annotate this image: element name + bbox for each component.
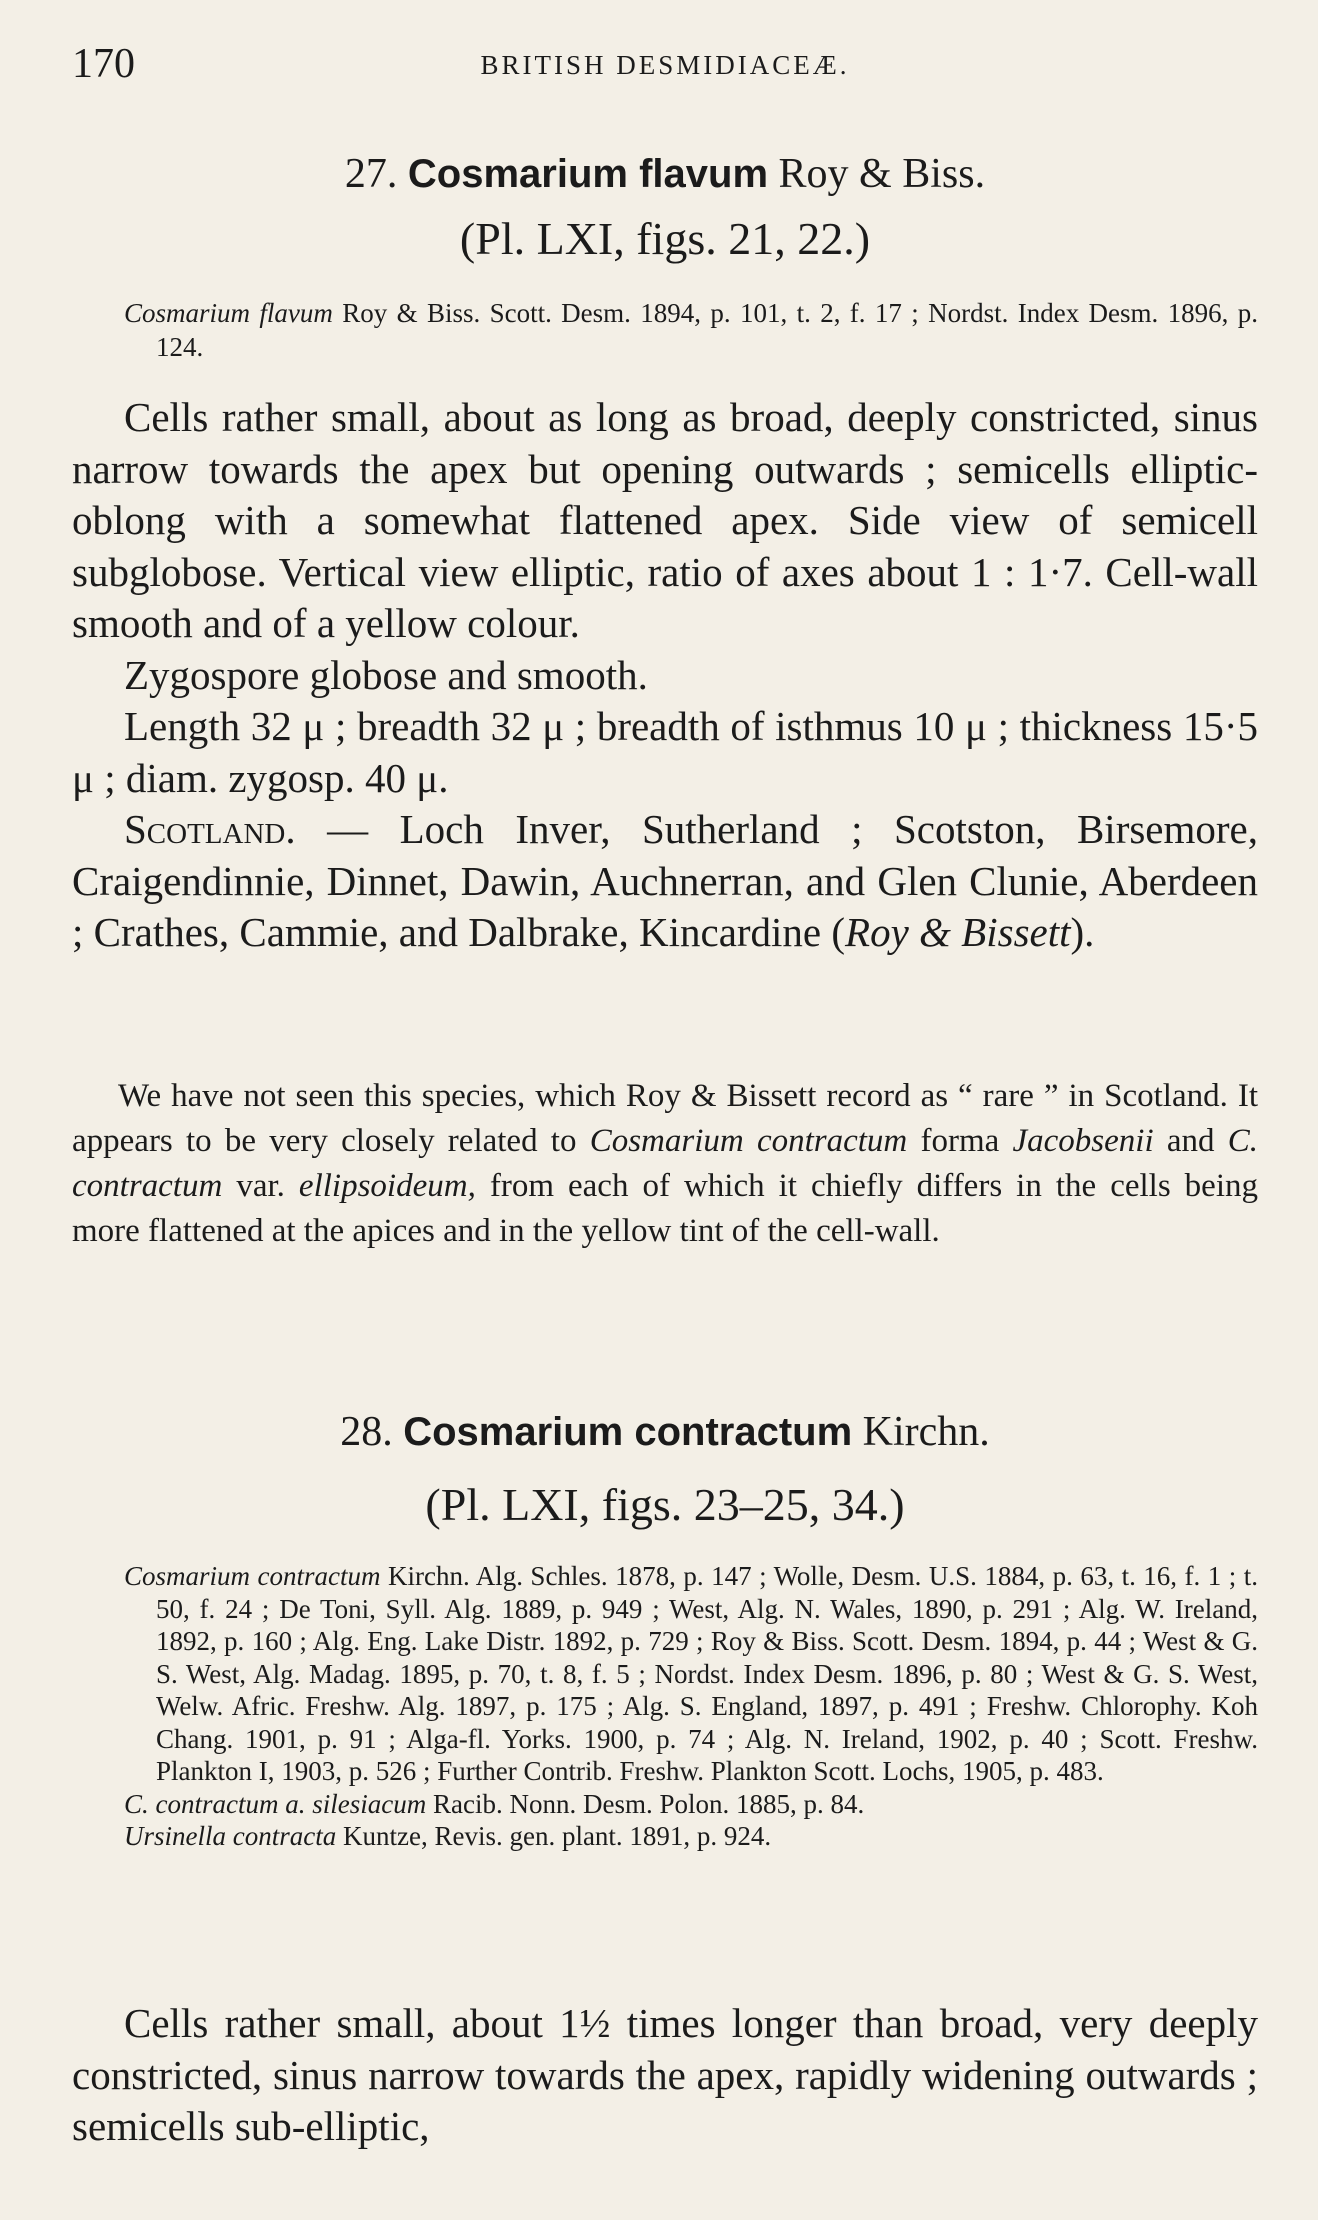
note-taxon: ellipsoideum, bbox=[298, 1168, 476, 1204]
species-number: 28. bbox=[340, 1409, 393, 1455]
reference-line bbox=[124, 1788, 1258, 1821]
reference-line bbox=[124, 296, 1258, 364]
description-28 bbox=[72, 1998, 1258, 2153]
species-authority: Kirchn. bbox=[862, 1409, 990, 1455]
note-taxon: C. contractum bbox=[72, 1123, 1258, 1204]
reference-name: Cosmarium flavum bbox=[124, 298, 333, 328]
note-taxon: Cosmarium contractum bbox=[589, 1123, 908, 1159]
description-27 bbox=[72, 392, 1258, 959]
distribution-text: — Loch Inver, Sutherland ; Scotston, Birsemore, Craigendinnie, Dinnet, Dawin, Auchnerran, and Glen Clunie, Aberdeen ; Crathes, Cammie, and Dalbrake, Kincardine ( bbox=[72, 806, 1258, 955]
distribution-region: Scotland. bbox=[124, 806, 296, 852]
note-27 bbox=[72, 1074, 1258, 1254]
note-text: var. bbox=[222, 1168, 299, 1204]
reference-line bbox=[124, 1560, 1258, 1788]
book-page bbox=[72, 0, 1258, 2220]
reference-line bbox=[124, 1820, 1258, 1853]
species-number: 27. bbox=[344, 151, 398, 197]
reference-text: Roy & Biss. Scott. Desm. 1894, p. 101, t. 2, f. 17 ; Nordst. Index Desm. 1896, p. 124. bbox=[156, 298, 1258, 362]
note-text: from each of which it chiefly differs in the cells being more flattened at the apices and in the yellow tint of the cell-wall. bbox=[72, 1168, 1258, 1249]
note-taxon: Jacobsenii bbox=[1012, 1123, 1154, 1159]
plate-reference-27: (Pl. LXI, figs. 21, 22.) bbox=[459, 213, 871, 264]
reference-name: C. contractum a. silesiacum bbox=[124, 1788, 427, 1819]
species-authority: Roy & Biss. bbox=[778, 151, 986, 197]
description-paragraph: Cells rather small, about 1½ times longer than broad, very deeply constricted, sinus narrow towards the apex, rapidly widening outwards ; semicells sub-elliptic, bbox=[72, 2000, 1258, 2149]
reference-text: Racib. Nonn. Desm. Polon. 1885, p. 84. bbox=[426, 1788, 865, 1819]
note-paragraph bbox=[72, 1074, 1258, 1254]
species-heading-27 bbox=[72, 150, 1258, 198]
reference-text: Kuntze, Revis. gen. plant. 1891, p. 924. bbox=[336, 1821, 772, 1851]
page-number: 170 bbox=[72, 41, 135, 87]
species-heading-28 bbox=[72, 1408, 1258, 1456]
species-name: Cosmarium contractum bbox=[403, 1410, 853, 1454]
note-text: and bbox=[1153, 1123, 1228, 1159]
zygospore-paragraph: Zygospore globose and smooth. bbox=[124, 651, 648, 698]
note-text: forma bbox=[907, 1123, 1013, 1159]
reference-name: Ursinella contracta bbox=[124, 1821, 337, 1851]
plate-reference-28: (Pl. LXI, figs. 23–25, 34.) bbox=[425, 1479, 905, 1530]
distribution-end: ). bbox=[1070, 909, 1095, 955]
synonymy-28 bbox=[124, 1560, 1258, 1853]
distribution-collectors: Roy & Bissett bbox=[845, 909, 1071, 955]
species-name: Cosmarium flavum bbox=[407, 152, 769, 196]
running-title: BRITISH DESMIDIACEÆ. bbox=[480, 50, 850, 80]
note-text: We have not seen this species, which Roy & Bissett record as “ rare ” in Scotland. It appears to be very closely related to bbox=[72, 1078, 1258, 1159]
description-paragraph: Cells rather small, about as long as broad, deeply constricted, sinus narrow towards the apex but opening outwards ; semicells elliptic-oblong with a somewhat flattened apex. Side view of semicell subglobose. Vertical view elliptic, ratio of axes about 1 : 1·7. Cell-wall smooth and of a yellow colour. bbox=[72, 394, 1258, 646]
reference-name: Cosmarium contractum bbox=[124, 1561, 381, 1591]
distribution-paragraph bbox=[72, 804, 1258, 959]
reference-text: Kirchn. Alg. Schles. 1878, p. 147 ; Wolle, Desm. U.S. 1884, p. 63, t. 16, f. 1 ; t. 50, f. 24 ; De Toni, Syll. Alg. 1889, p. 949 ; West, Alg. N. Wales, 1890, p. 291 ; Alg. W. Ireland, 1892, p. 160 ; Alg. Eng. Lake Distr. 1892, p. 729 ; Roy & Biss. Scott. Desm. 1894, p. 44 ; West & G. S. West, Alg. Madag. 1895, p. 70, t. 8, f. 5 ; Nordst. Index Desm. 1896, p. 80 ; West & G. S. West, Welw. Afric. Freshw. Alg. 1897, p. 175 ; Alg. S. England, 1897, p. 491 ; Freshw. Chlorophy. Koh Chang. 1901, p. 91 ; Alga-fl. Yorks. 1900, p. 74 ; Alg. N. Ireland, 1902, p. 40 ; Scott. Freshw. Plankton I, 1903, p. 526 ; Further Contrib. Freshw. Plankton Scott. Lochs, 1905, p. 483. bbox=[156, 1561, 1258, 1786]
running-head bbox=[72, 40, 1258, 100]
measurements-paragraph: Length 32 μ ; breadth 32 μ ; breadth of isthmus 10 μ ; thickness 15·5 μ ; diam. zygosp. 40 μ. bbox=[72, 703, 1258, 801]
synonymy-27 bbox=[124, 296, 1258, 364]
